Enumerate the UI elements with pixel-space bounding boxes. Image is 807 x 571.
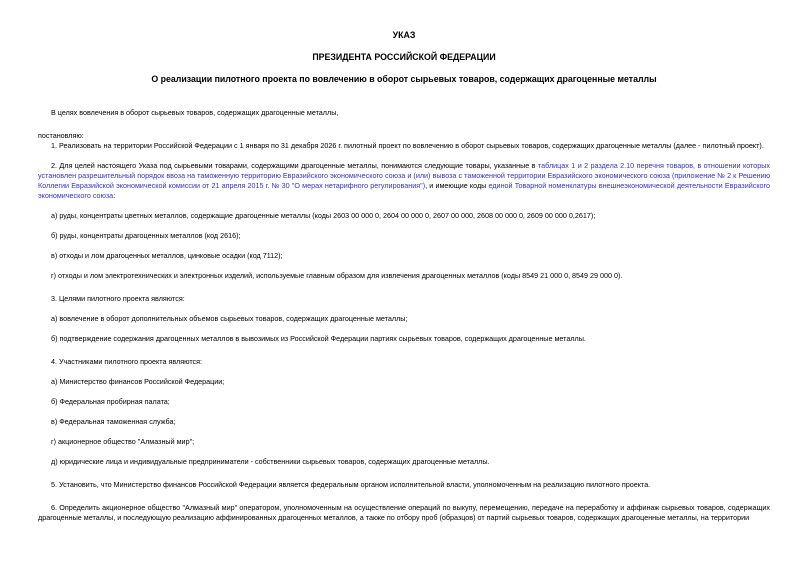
text-segment: д) юридические лица и индивидуальные предприниматели - собственники сырьевых товаров, содержащих драгоценные металлы. bbox=[51, 457, 490, 466]
text-segment: 3. Целями пилотного проекта являются: bbox=[51, 294, 185, 303]
paragraph-resolve-word bbox=[38, 131, 770, 141]
text-segment: г) отходы и лом электротехнических и электронных изделий, используемые главным образом для извлечения драгоценных металлов (коды 8549 21 000 0, 8549 29 000 0). bbox=[51, 271, 623, 280]
text-segment: в) отходы и лом драгоценных металлов, цинковые осадки (код 7112); bbox=[51, 251, 283, 260]
paragraph-item-2v bbox=[38, 251, 770, 261]
text-segment: а) Министерство финансов Российской Федерации; bbox=[51, 377, 225, 386]
text-segment: а) вовлечение в оборот дополнительных объемов сырьевых товаров, содержащих драгоценные металлы; bbox=[51, 314, 408, 323]
text-segment: 6. Определить акционерное общество "Алмазный мир" оператором, уполномоченным на осуществление операций по выкупу, перемещению, передаче на переработку и аффинаж сырьевых товаров, содержащих драгоценные металлы, и последующую реализацию аффинированных драгоценных металлов, а также по отбору проб (образцов) от партий сырьевых товаров, содержащих драгоценные металлы, на территории bbox=[38, 503, 770, 522]
text-segment: 5. Установить, что Министерство финансов Российской Федерации является федеральным органом исполнительной власти, уполномоченным на реализацию пилотного проекта. bbox=[51, 480, 651, 489]
doc-type-heading: УКАЗ bbox=[392, 30, 416, 40]
paragraph-item-3 bbox=[38, 294, 770, 304]
text-segment: 2. Для целей настоящего Указа под сырьевыми товарами, содержащими драгоценные металлы, понимаются следующие товары, указанные в bbox=[51, 161, 538, 170]
paragraph-item-5 bbox=[38, 480, 770, 490]
paragraph-item-3a bbox=[38, 314, 770, 324]
text-segment: , и имеющие коды bbox=[425, 181, 489, 190]
text-segment: 4. Участниками пилотного проекта являются: bbox=[51, 357, 203, 366]
reference-link[interactable]: таблицах 1 и 2 раздела 2.10 перечня товаров, в отношении которых установлен разрешительный порядок ввоза на таможенную территорию Евразийского экономического союза и (или) вывоза с таможенной территории Евразийского экономического союза (приложение № 2 к Решению Коллегии Евразийской экономической комиссии от 21 апреля 2015 г. № 30 "О мерах нетарифного регулирования") bbox=[38, 161, 770, 190]
paragraph-item-2g bbox=[38, 271, 770, 281]
text-segment: : bbox=[113, 191, 116, 200]
authority-heading: ПРЕЗИДЕНТА РОССИЙСКОЙ ФЕДЕРАЦИИ bbox=[312, 52, 496, 62]
paragraph-item-2b bbox=[38, 231, 770, 241]
paragraph-item-4v bbox=[38, 417, 770, 427]
text-segment: 1. Реализовать на территории Российской Федерации с 1 января по 31 декабря 2026 г. пилотный проект по вовлечению в оборот сырьевых товаров, содержащих драгоценные металлы (далее - пилотный проект). bbox=[51, 141, 764, 150]
text-segment: в) Федеральная таможенная служба; bbox=[51, 417, 176, 426]
reference-link[interactable]: единой Товарной номенклатуры внешнеэкономической деятельности Евразийского экономического союза bbox=[38, 181, 770, 200]
paragraph-item-3b bbox=[38, 334, 770, 344]
paragraph-item-6 bbox=[38, 503, 770, 523]
paragraph-preamble bbox=[38, 108, 770, 118]
text-segment: В целях вовлечения в оборот сырьевых товаров, содержащих драгоценные металлы, bbox=[51, 108, 339, 117]
paragraph-item-2a bbox=[38, 211, 770, 221]
text-segment: а) руды, концентраты цветных металлов, содержащие драгоценные металлы (коды 2603 00 000 0, 2604 00 000 0, 2607 00 000, 2608 00 000 0, 2609 00 000 0,2617); bbox=[51, 211, 596, 220]
paragraph-item-1 bbox=[38, 141, 770, 151]
text-segment: б) подтверждение содержания драгоценных металлов в вывозимых из Российской Федерации партиях сырьевых товаров, содержащих драгоценные металлы. bbox=[51, 334, 586, 343]
text-segment: б) Федеральная пробирная палата; bbox=[51, 397, 170, 406]
text-segment: б) руды, концентраты драгоценных металлов (код 2616); bbox=[51, 231, 241, 240]
text-segment: г) акционерное общество "Алмазный мир"; bbox=[51, 437, 195, 446]
paragraph-item-4g bbox=[38, 437, 770, 447]
paragraph-item-4d bbox=[38, 457, 770, 467]
text-segment: постановляю: bbox=[38, 131, 84, 140]
document-body bbox=[38, 108, 770, 523]
document-title: О реализации пилотного проекта по вовлечению в оборот сырьевых товаров, содержащих драгоценные металлы bbox=[151, 74, 657, 84]
paragraph-item-4b bbox=[38, 397, 770, 407]
paragraph-item-2 bbox=[38, 161, 770, 201]
paragraph-item-4a bbox=[38, 377, 770, 387]
paragraph-item-4 bbox=[38, 357, 770, 367]
